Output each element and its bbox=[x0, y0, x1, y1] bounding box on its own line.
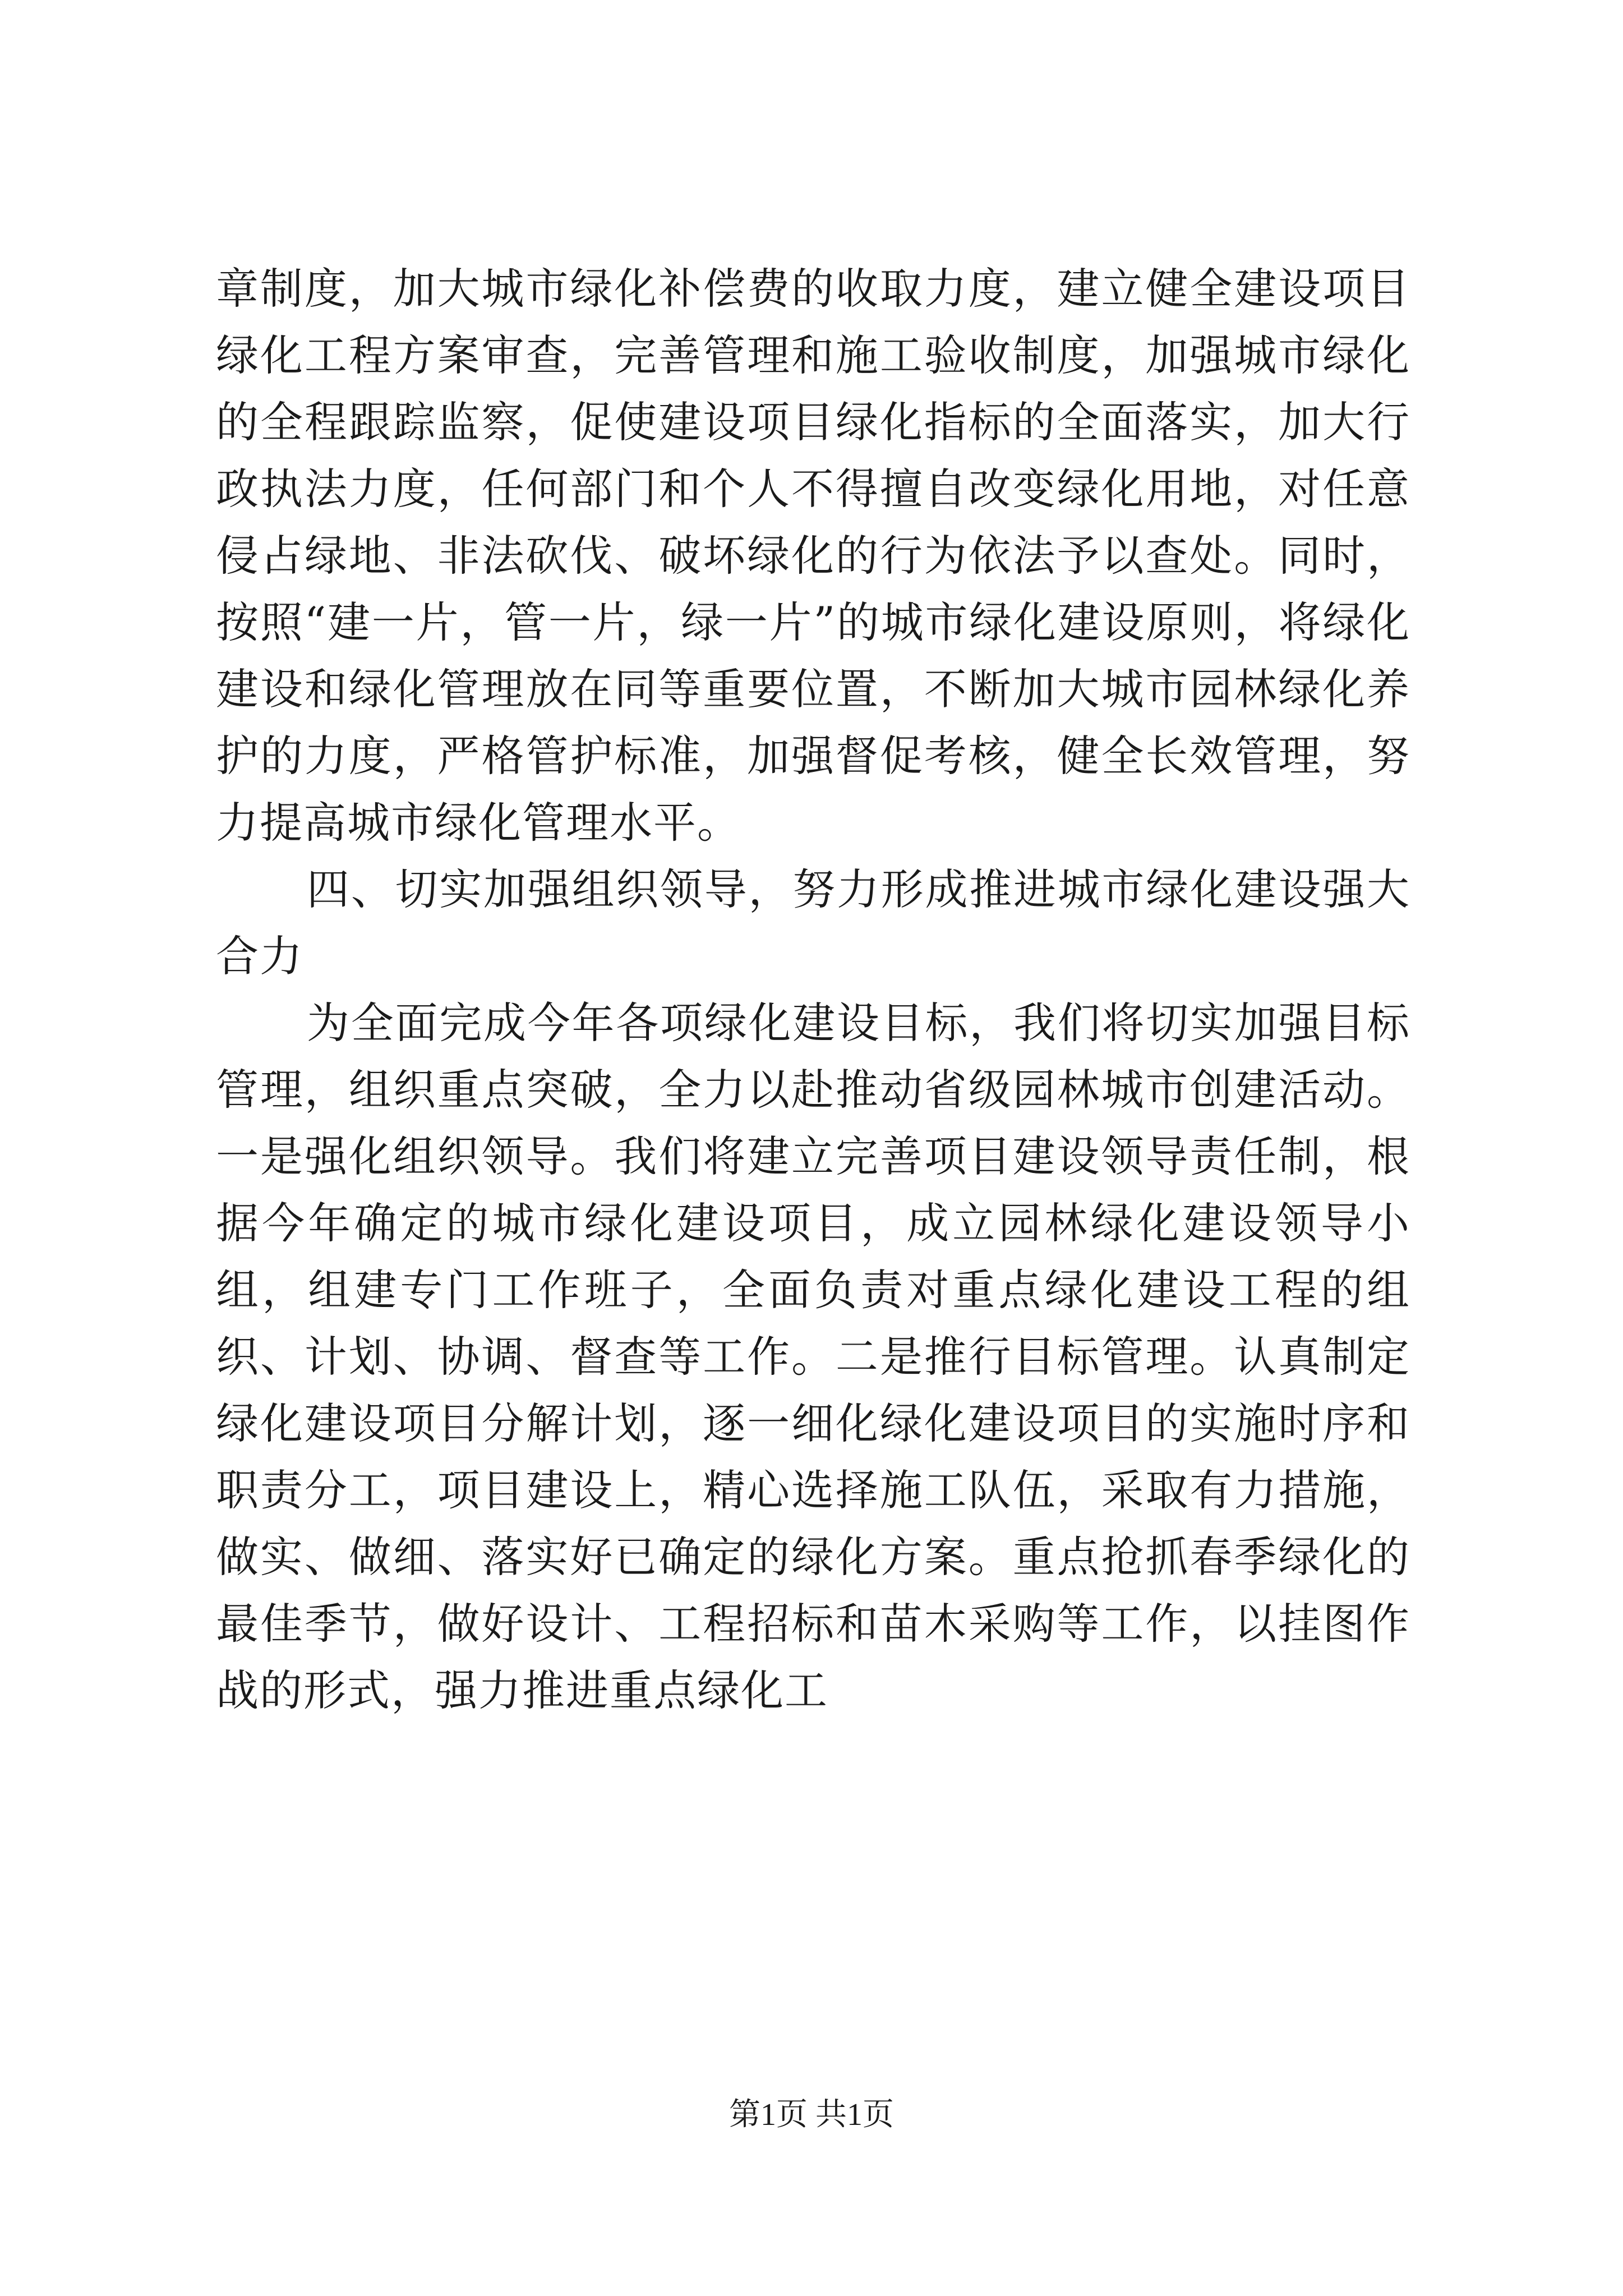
page-footer: 第1页 共1页 bbox=[729, 2097, 894, 2132]
paragraph-organization: 为全面完成今年各项绿化建设目标，我们将切实加强目标管理，组织重点突破，全力以赴推动省级园林城市创建活动。一是强化组织领导。我们将建立完善项目建设领导责任制，根据今年确定的城市绿化建设项目，成立园林绿化建设领导小组，组建专门工作班子，全面负责对重点绿化建设工程的组织、计划、协调、督查等工作。二是推行目标管理。认真制定绿化建设项目分解计划，逐一细化绿化建设项目的实施时序和职责分工，项目建设上，精心选择施工队伍，采取有力措施，做实、做细、落实好已确定的绿化方案。重点抢抓春季绿化的最佳季节，做好设计、工程招标和苗木采购等工作，以挂图作战的形式，强力推进重点绿化工 bbox=[216, 998, 1410, 1715]
paragraph-continuation: 章制度，加大城市绿化补偿费的收取力度，建立健全建设项目绿化工程方案审查，完善管理和施工验收制度，加强城市绿化的全程跟踪监察，促使建设项目绿化指标的全面落实，加大行政执法力度，任何部门和个人不得擅自改变绿化用地，对任意侵占绿地、非法砍伐、破坏绿化的行为依法予以查处。同时，按照“建一片，管一片，绿一片”的城市绿化建设原则，将绿化建设和绿化管理放在同等重要位置，不断加大城市园林绿化养护的力度，严格管护标准，加强督促考核，健全长效管理，努力提高城市绿化管理水平。 bbox=[216, 264, 1410, 848]
document-body bbox=[216, 255, 1410, 1724]
section-heading: 四、切实加强组织领导，努力形成推进城市绿化建设强大合力 bbox=[216, 864, 1410, 981]
